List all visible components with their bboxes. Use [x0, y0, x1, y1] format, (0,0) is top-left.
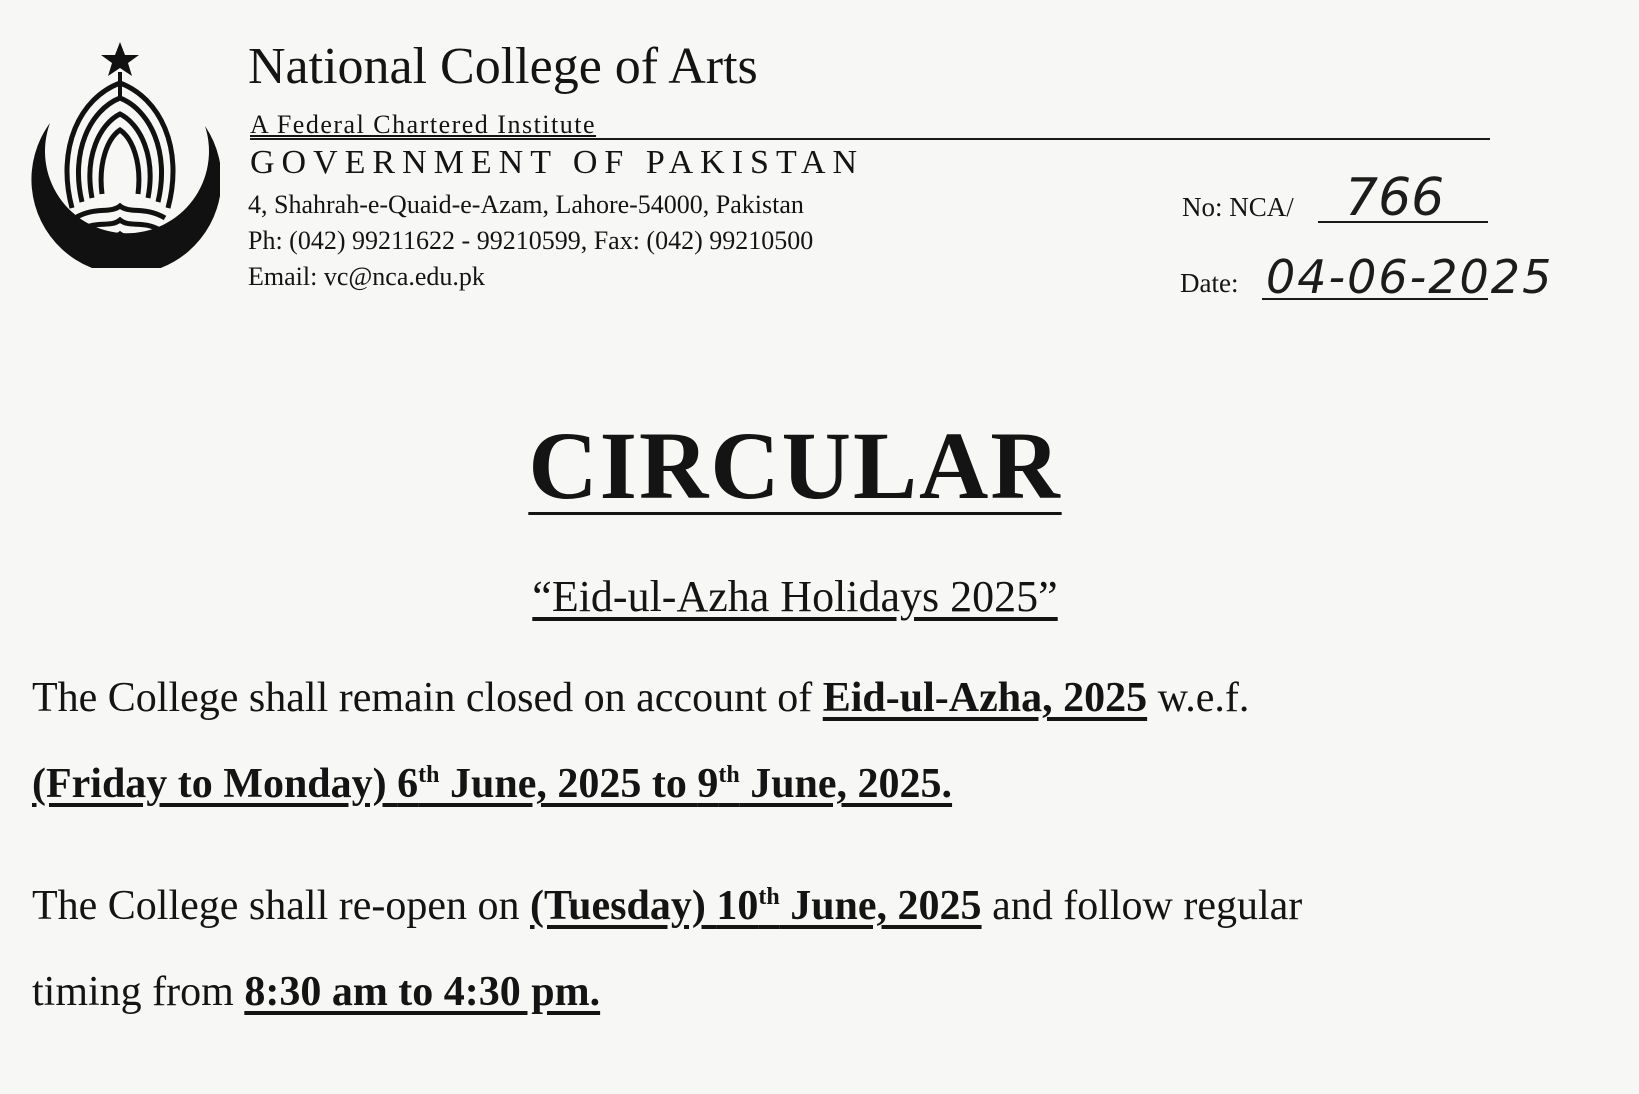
closure-line-2: (Friday to Monday) 6th June, 2025 to 9th June, 2025.	[32, 761, 953, 807]
reference-no-handwritten: 766	[1345, 168, 1445, 228]
college-name: National College of Arts	[248, 38, 758, 95]
closure-line-1: The College shall remain closed on account of Eid-ul-Azha, 2025 w.e.f.	[32, 675, 1250, 721]
address-line: 4, Shahrah-e-Quaid-e-Azam, Lahore-54000, Pakistan	[248, 190, 804, 219]
reference-no-label: No: NCA/	[1182, 192, 1294, 222]
occasion-text: Eid-ul-Azha, 2025	[822, 675, 1148, 721]
reopen-line-2: timing from 8:30 am to 4:30 pm.	[32, 969, 601, 1015]
email-line: Email: vc@nca.edu.pk	[248, 262, 485, 291]
timing-text: 8:30 am to 4:30 pm.	[244, 969, 601, 1015]
college-logo	[20, 38, 220, 268]
circular-subject: “Eid-ul-Azha Holidays 2025”	[532, 572, 1058, 621]
phone-fax-line: Ph: (042) 99211622 - 99210599, Fax: (042) 99210500	[248, 226, 814, 255]
date-label: Date:	[1180, 268, 1239, 298]
reopen-date: (Tuesday) 10th June, 2025	[530, 883, 982, 929]
emblem-arch-icon	[67, 83, 173, 241]
crescent-icon	[31, 123, 220, 268]
date-handwritten: 04-06-2025	[1266, 250, 1554, 304]
college-status: A Federal Chartered Institute	[250, 110, 597, 139]
circular-title: CIRCULAR	[528, 412, 1062, 519]
reopen-line-1: The College shall re-open on (Tuesday) 10th June, 2025 and follow regular	[32, 883, 1303, 929]
government-line: GOVERNMENT OF PAKISTAN	[250, 144, 865, 181]
header-divider	[250, 138, 1490, 140]
star-icon	[101, 42, 139, 76]
